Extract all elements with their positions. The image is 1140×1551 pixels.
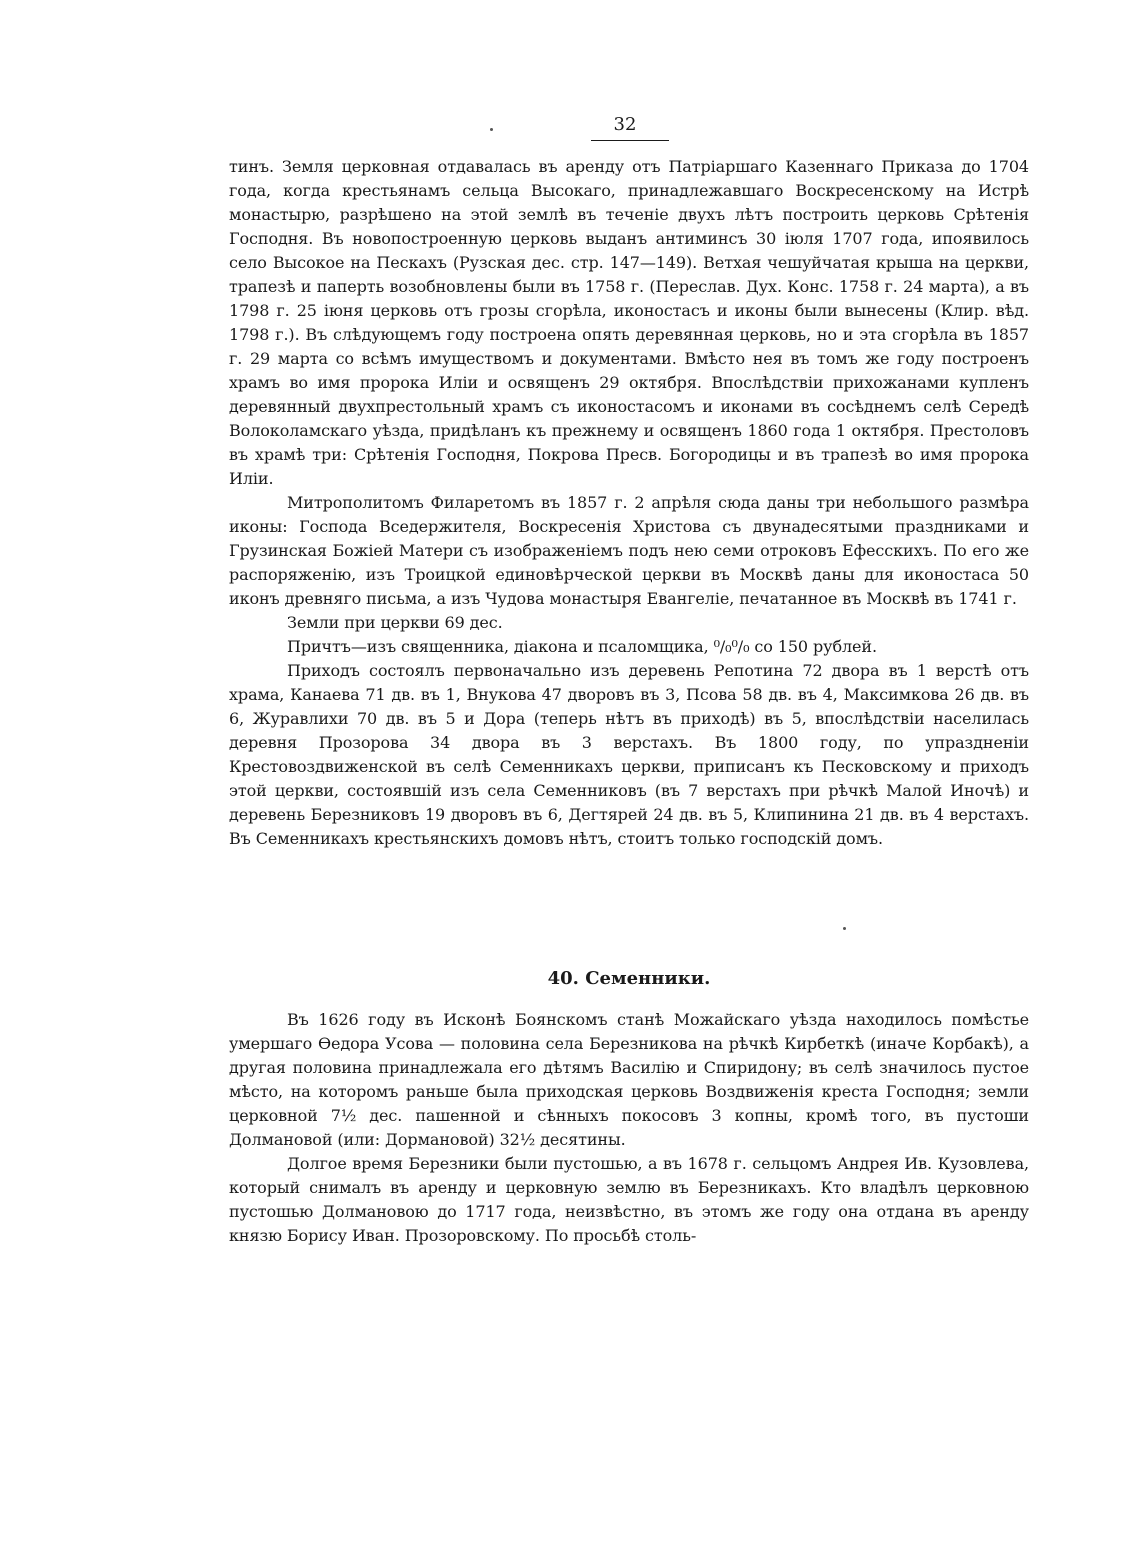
page-number: 32: [613, 114, 637, 135]
section-39-continuation: [229, 155, 1029, 851]
paragraph: Приходъ состоялъ первоначально изъ деревень Репотина 72 двора въ 1 верстѣ отъ храма, Канаева 71 дв. въ 1, Внукова 47 дворовъ въ 3, Псова 58 дв. въ 4, Максимкова 26 дв. въ 6, Журавлихи 70 дв. въ 5 и Дора (теперь нѣтъ въ приходѣ) въ 5, впослѣдствіи населилась деревня Прозорова 34 двора въ 3 верстахъ. Въ 1800 году, по упраздненіи Крестовоздвиженской въ селѣ Семенникахъ церкви, приписанъ къ Песковскому и приходъ этой церкви, состоявшій изъ села Семенниковъ (въ 7 верстахъ при рѣчкѣ Малой Иночѣ) и деревень Березниковъ 19 дворовъ въ 6, Дегтярей 24 дв. въ 5, Клипинина 21 дв. въ 4 верстахъ. Въ Семенникахъ крестьянскихъ домовъ нѣтъ, стоитъ только господскій домъ.: [229, 661, 1029, 848]
paragraph: Долгое время Березники были пустошью, а въ 1678 г. сельцомъ Андрея Ив. Кузовлева, который снималъ въ аренду и церковную землю въ Березникахъ. Кто владѣлъ церковною пустошью Долмановою до 1717 года, неизвѣстно, въ этомъ же году она отдана въ аренду князю Борису Иван. Прозоровскому. По просьбѣ столь-: [229, 1154, 1029, 1245]
section-heading: 40. Семенники.: [547, 968, 711, 989]
scan-speck: [843, 927, 846, 930]
paragraph: тинъ. Земля церковная отдавалась въ аренду отъ Патріаршаго Казеннаго Приказа до 1704 года, когда крестьянамъ сельца Высокаго, принадлежавшаго Воскресенскому на Истрѣ монастырю, разрѣшено на этой землѣ въ теченіе двухъ лѣтъ построить церковь Срѣтенія Господня. Въ новопостроенную церковь выданъ антиминсъ 30 іюля 1707 года, ипоявилось село Высокое на Пескахъ (Рузская дес. стр. 147—149). Ветхая чешуйчатая крыша на церкви, трапезѣ и паперть возобновлены были въ 1758 г. (Переслав. Дух. Конс. 1758 г. 24 марта), а въ 1798 г. 25 іюня церковь отъ грозы сгорѣла, иконостасъ и иконы были вынесены (Клир. вѣд. 1798 г.). Въ слѣдующемъ году построена опять деревянная церковь, но и эта сгорѣла въ 1857 г. 29 марта со всѣмъ имуществомъ и документами. Вмѣсто нея въ томъ же году построенъ храмъ во имя пророка Иліи и освященъ 29 октября. Впослѣдствіи прихожанами купленъ деревянный двухпрестольный храмъ съ иконостасомъ и иконами въ сосѣднемъ селѣ Середѣ Волоколамскаго уѣзда, придѣланъ къ прежнему и освященъ 1860 года 1 октября. Престоловъ въ храмѣ три: Срѣтенія Господня, Покрова Пресв. Богородицы и въ трапезѣ во имя пророка Иліи.: [229, 157, 1029, 488]
paragraph: Въ 1626 году въ Исконѣ Боянскомъ станѣ Можайскаго уѣзда находилось помѣстье умершаго Ѳедора Усова — половина села Березникова на рѣчкѣ Кирбеткѣ (иначе Корбакѣ), а другая половина принадлежала его дѣтямъ Василію и Спиридону; въ селѣ значилось пустое мѣсто, на которомъ раньше была приходская церковь Воздвиженія креста Господня; земли церковной 7½ дес. пашенной и сѣнныхъ покосовъ 3 копны, кромѣ того, въ пустоши Долмановой (или: Дормановой) 32½ десятины.: [229, 1010, 1029, 1149]
paragraph: Причтъ—изъ священника, діакона и псаломщика, ⁰/₀⁰/₀ со 150 рублей.: [287, 637, 877, 656]
paragraph: Земли при церкви 69 дес.: [287, 613, 503, 632]
scan-speck: [490, 128, 493, 131]
section-40-body: [229, 1008, 1029, 1248]
page-number-rule: [591, 140, 669, 141]
paragraph: Митрополитомъ Филаретомъ въ 1857 г. 2 апрѣля сюда даны три небольшого размѣра иконы: Господа Вседержителя, Воскресенія Христова съ двунадесятыми праздниками и Грузинская Божіей Матери съ изображеніемъ подъ нею семи отроковъ Ефесскихъ. По его же распоряженію, изъ Троицкой единовѣрческой церкви въ Москвѣ даны для иконостаса 50 иконъ древняго письма, а изъ Чудова монастыря Евангеліе, печатанное въ Москвѣ въ 1741 г.: [229, 493, 1029, 608]
